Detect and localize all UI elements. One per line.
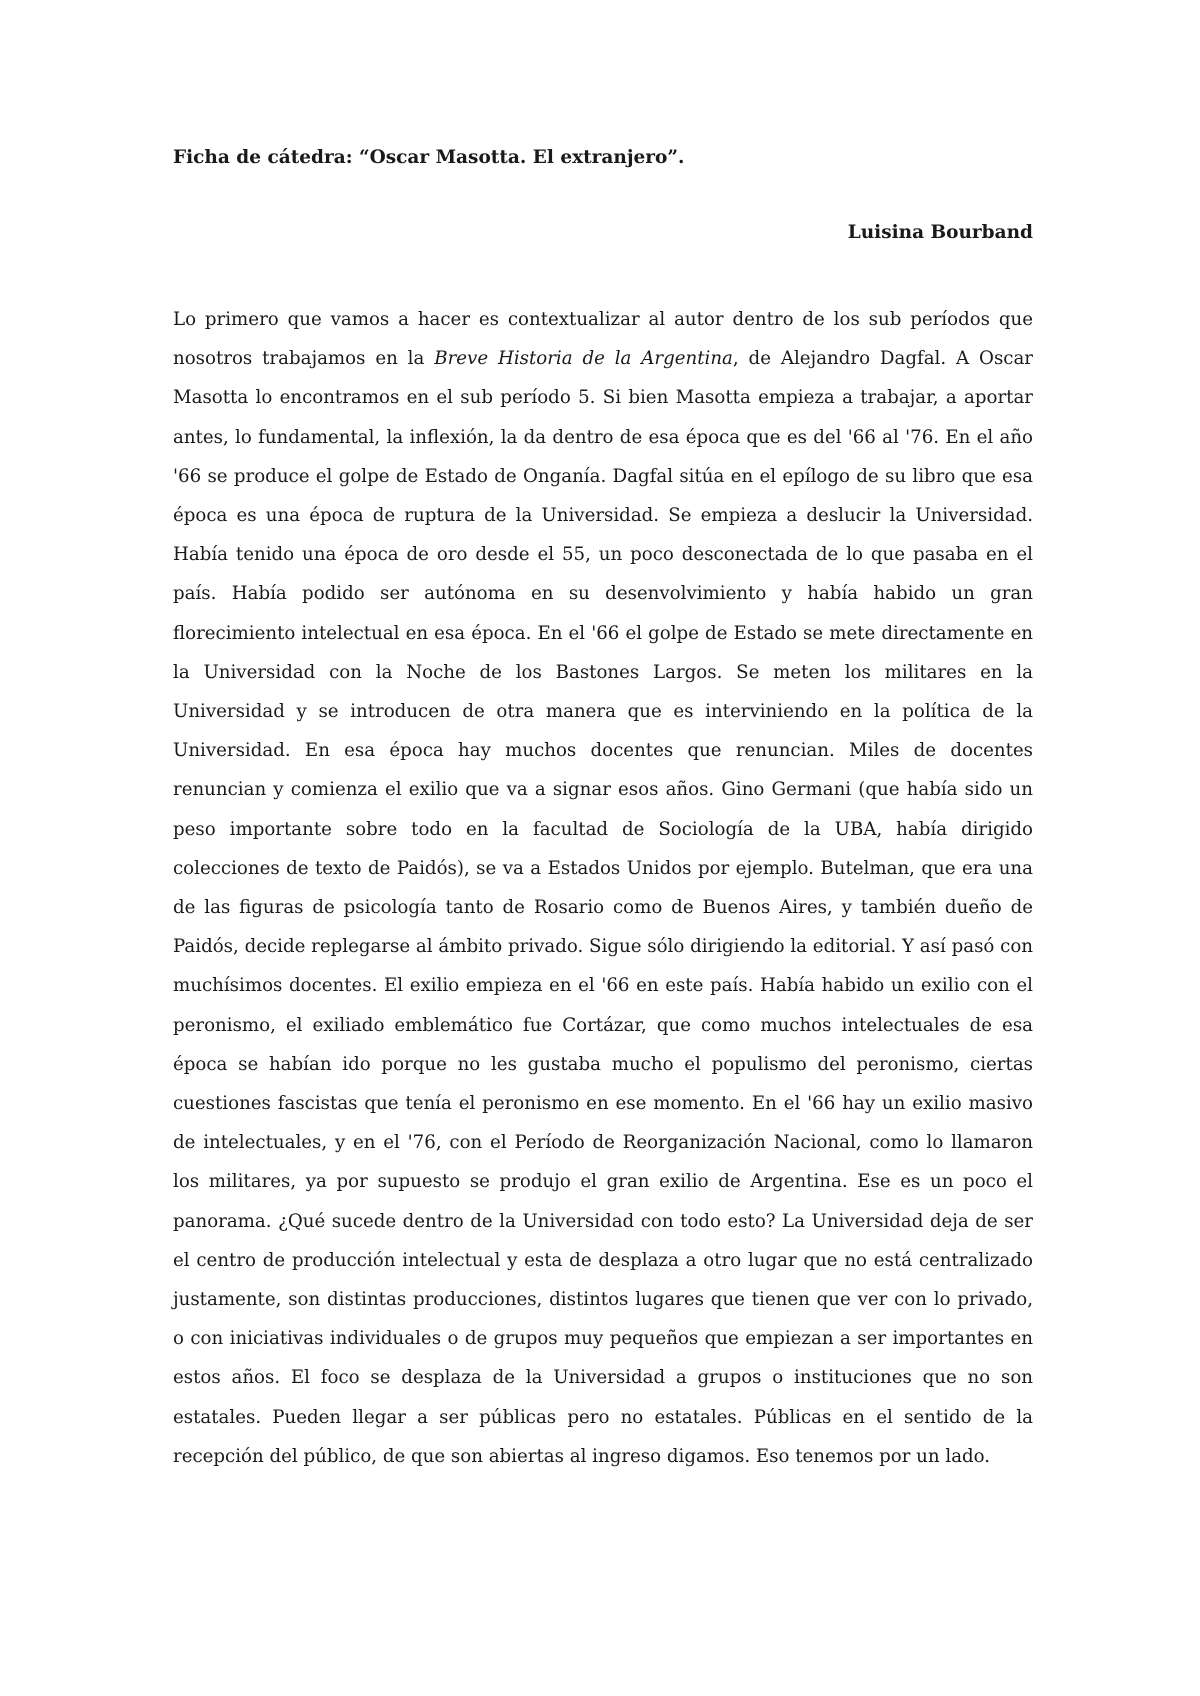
paragraph-text-start: Lo primero que vamos a hacer es contextualizar al autor dentro de los sub períodos que nosotros trabajamos en la [173, 309, 1033, 370]
document-title: Ficha de cátedra: “Oscar Masotta. El extranjero”. [173, 147, 685, 168]
book-title-italic: Breve Historia de la Argentina [434, 348, 733, 370]
paragraph-text-rest: , de Alejandro Dagfal. A Oscar Masotta lo encontramos en el sub período 5. Si bien Masotta empieza a trabajar, a aportar antes, lo fundamental, la inflexión, la da dentro de esa época que es del '66 al '76. En el año '66 se produce el golpe de Estado de Onganía. Dagfal sitúa en el epílogo de su libro que esa época es una época de ruptura de la Universidad. Se empieza a deslucir la Universidad. Había tenido una época de oro desde el 55, un poco desconectada de lo que pasaba en el país. Había podido ser autónoma en su desenvolvimiento y había habido un gran florecimiento intelectual en esa época. En el '66 el golpe de Estado se mete directamente en la Universidad con la Noche de los Bastones Largos. Se meten los militares en la Universidad y se introducen de otra manera que es interviniendo en la política de la Universidad. En esa época hay muchos docentes que renuncian. Miles de docentes renuncian y comienza el exilio que va a signar esos años. Gino Germani (que había sido un peso importante sobre todo en la facultad de Sociología de la UBA, había dirigido colecciones de texto de Paidós), se va a Estados Unidos por ejemplo. Butelman, que era una de las figuras de psicología tanto de Rosario como de Buenos Aires, y también dueño de Paidós, decide replegarse al ámbito privado. Sigue sólo dirigiendo la editorial. Y así pasó con muchísimos docentes. El exilio empieza en el '66 en este país. Había habido un exilio con el peronismo, el exiliado emblemático fue Cortázar, que como muchos intelectuales de esa época se habían ido porque no les gustaba mucho el populismo del peronismo, ciertas cuestiones fascistas que tenía el peronismo en ese momento. En el '66 hay un exilio masivo de intelectuales, y en el '76, con el Período de Reorganización Nacional, como lo llamaron los militares, ya por supuesto se produjo el gran exilio de Argentina. Ese es un poco el panorama. ¿Qué sucede dentro de la Universidad con todo esto? La Universidad deja de ser el centro de producción intelectual y esta de desplaza a otro lugar que no está centralizado justamente, son distintas producciones, distintos lugares que tienen que ver con lo privado, o con iniciativas individuales o de grupos muy pequeños que empiezan a ser importantes en estos años. El foco se desplaza de la Universidad a grupos o instituciones que no son estatales. Pueden llegar a ser públicas pero no estatales. Públicas en el sentido de la recepción del público, de que son abiertas al ingreso digamos. Eso tenemos por un lado. [173, 348, 1034, 1467]
author-name: Luisina Bourband [847, 222, 1033, 243]
body-paragraph [173, 300, 1033, 1476]
